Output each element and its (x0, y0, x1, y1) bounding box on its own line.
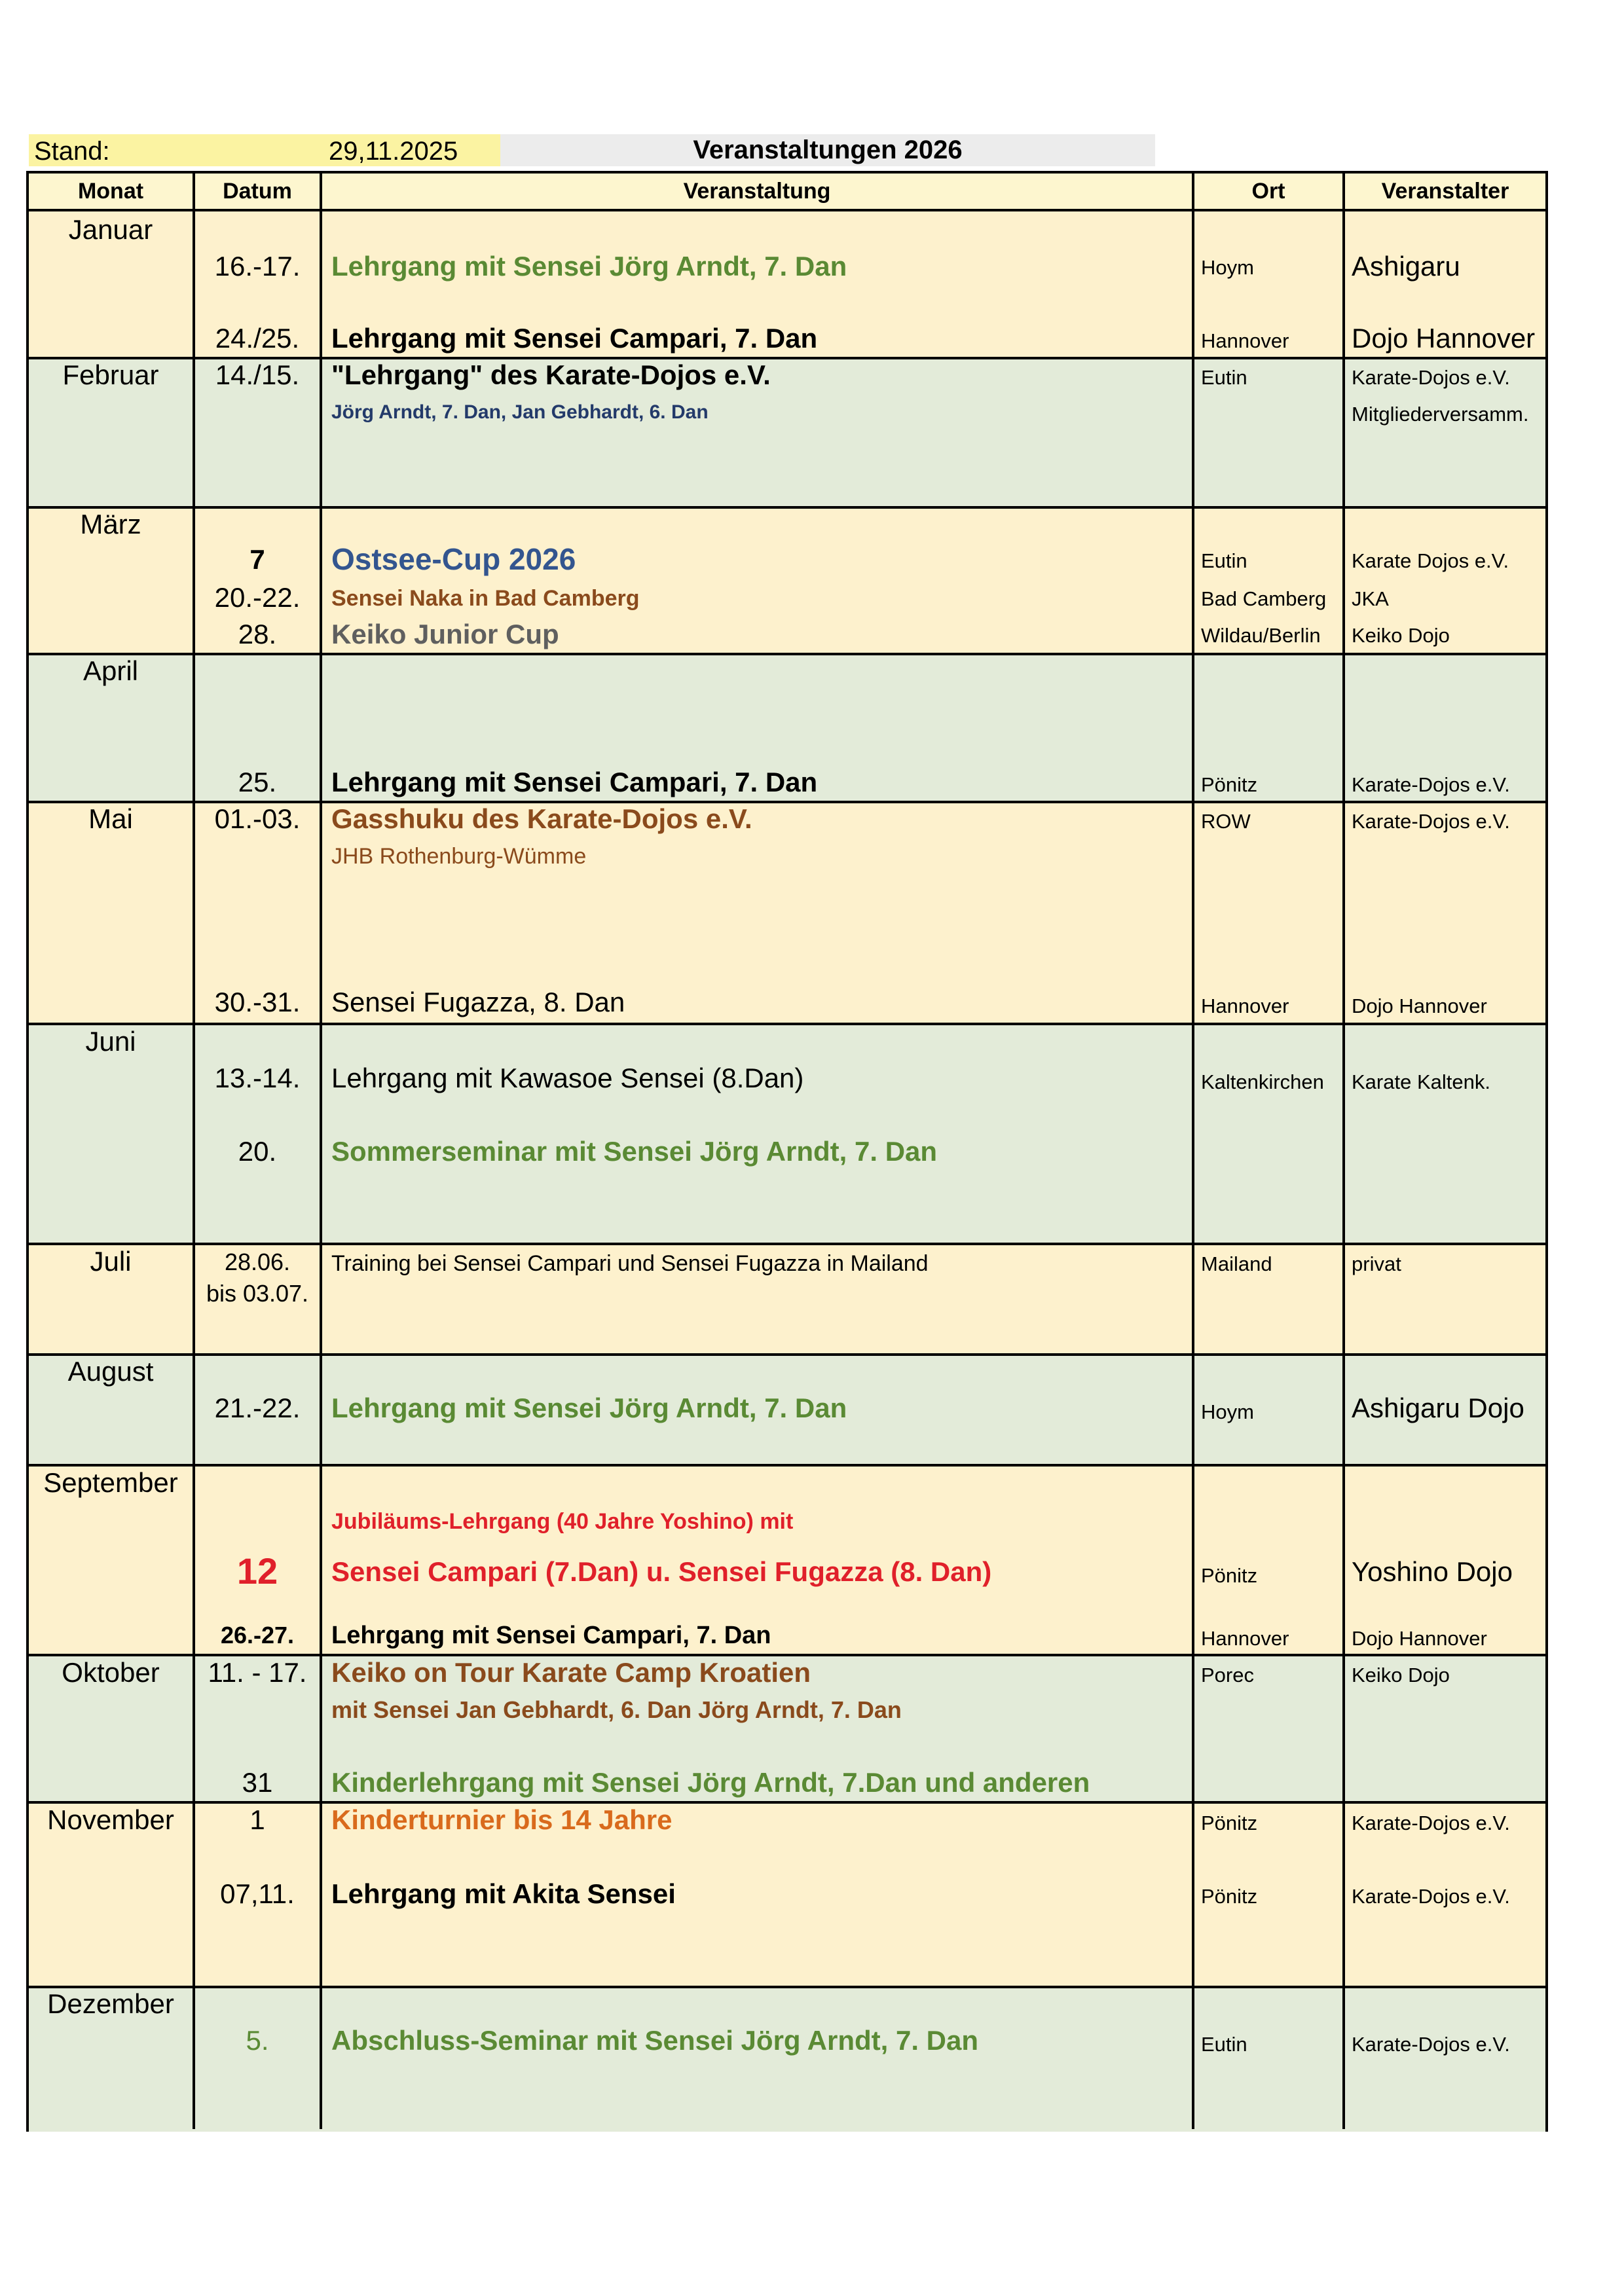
event-organizer: Dojo Hannover (1352, 994, 1487, 1017)
event-organizer: Dojo Hannover (1352, 323, 1536, 354)
event-date: 13.-14. (214, 1063, 301, 1093)
event-organizer: privat (1352, 1252, 1401, 1275)
divider (29, 209, 1545, 211)
event-date: 5. (246, 2025, 269, 2056)
event-location: Eutin (1201, 2033, 1247, 2056)
event-organizer: Karate-Dojos e.V. (1352, 773, 1510, 796)
event-location: ROW (1201, 810, 1251, 833)
month-label: Juni (85, 1026, 136, 1057)
stand-date: 29,11.2025 (329, 137, 458, 166)
event-title: Lehrgang mit Sensei Campari, 7. Dan (331, 767, 818, 797)
event-date: 28.06. (224, 1248, 291, 1275)
stand-box (29, 134, 500, 166)
event-title: Lehrgang mit Kawasoe Sensei (8.Dan) (331, 1063, 804, 1093)
event-organizer: Karate-Dojos e.V. (1352, 366, 1510, 389)
event-date-end: bis 03.07. (206, 1280, 309, 1307)
divider (29, 1986, 1545, 1988)
col-header-ort: Ort (1251, 179, 1285, 204)
event-location: Wildau/Berlin (1201, 624, 1321, 647)
col-header-veranstaltung: Veranstaltung (683, 179, 831, 204)
month-label: August (67, 1356, 154, 1387)
event-title: Abschluss-Seminar mit Sensei Jörg Arndt, 7. Dan (331, 2025, 979, 2056)
event-date: 31 (242, 1767, 273, 1798)
event-title: Sensei Naka in Bad Camberg (331, 586, 640, 611)
event-location: Pönitz (1201, 1885, 1258, 1908)
event-organizer: Ashigaru (1352, 251, 1460, 282)
month-label: März (80, 509, 141, 539)
event-title: Sommerseminar mit Sensei Jörg Arndt, 7. Dan (331, 1136, 938, 1167)
event-title: Kinderturnier bis 14 Jahre (331, 1804, 673, 1835)
event-organizer: Dojo Hannover (1352, 1627, 1487, 1650)
month-label: Januar (68, 214, 153, 245)
month-label: Mai (88, 803, 133, 834)
stand-label: Stand: (34, 137, 110, 166)
event-location: Hannover (1201, 1627, 1289, 1650)
events-table (26, 171, 1548, 2132)
event-subtitle: mit Sensei Jan Gebhardt, 6. Dan Jörg Arndt, 7. Dan (331, 1696, 902, 1723)
event-location: Hannover (1201, 994, 1289, 1017)
event-title: Ostsee-Cup 2026 (331, 542, 576, 576)
event-title: Gasshuku des Karate-Dojos e.V. (331, 803, 752, 834)
event-organizer: Keiko Dojo (1352, 1664, 1450, 1686)
col-header-datum: Datum (223, 179, 292, 204)
page-title: Veranstaltungen 2026 (500, 134, 1155, 166)
event-date: 20. (238, 1136, 277, 1167)
month-label: November (47, 1804, 174, 1835)
col-header-veranstalter: Veranstalter (1381, 179, 1509, 204)
col-header-monat: Monat (77, 179, 144, 204)
row-dezember (29, 1988, 1545, 2132)
event-subtitle: JHB Rothenburg-Wümme (331, 844, 587, 869)
event-date: 12 (236, 1550, 278, 1592)
event-location: Porec (1201, 1664, 1254, 1686)
event-date: 1 (249, 1804, 265, 1835)
event-organizer: Karate-Dojos e.V. (1352, 810, 1510, 833)
event-date: 01.-03. (214, 803, 301, 834)
event-title: Sensei Campari (7.Dan) u. Sensei Fugazza (8. Dan) (331, 1556, 992, 1587)
divider (29, 1243, 1545, 1245)
column-divider (320, 173, 322, 2129)
event-organizer: JKA (1352, 587, 1389, 610)
event-organizer-note: Mitgliederversamm. (1352, 403, 1529, 426)
event-title: "Lehrgang" des Karate-Dojos e.V. (331, 359, 771, 390)
event-date: 7 (249, 544, 265, 575)
event-organizer: Karate-Dojos e.V. (1352, 2033, 1510, 2056)
event-location: Hoym (1201, 256, 1254, 279)
event-subtitle: Jörg Arndt, 7. Dan, Jan Gebhardt, 6. Dan (331, 401, 709, 423)
column-divider (1342, 173, 1345, 2129)
event-title: Keiko on Tour Karate Camp Kroatien (331, 1657, 811, 1688)
event-date: 28. (238, 619, 277, 649)
event-date: 07,11. (220, 1878, 295, 1909)
event-pretitle: Jubiläums-Lehrgang (40 Jahre Yoshino) mit (331, 1509, 794, 1534)
divider (29, 506, 1545, 509)
column-divider (1192, 173, 1194, 2129)
event-title: Lehrgang mit Sensei Jörg Arndt, 7. Dan (331, 1393, 847, 1423)
event-organizer: Karate Kaltenk. (1352, 1070, 1490, 1093)
divider (29, 653, 1545, 655)
event-title: Keiko Junior Cup (331, 619, 559, 649)
event-date: 21.-22. (214, 1393, 301, 1423)
event-location: Bad Camberg (1201, 587, 1327, 610)
event-title: Lehrgang mit Sensei Jörg Arndt, 7. Dan (331, 251, 847, 282)
divider (29, 1654, 1545, 1656)
month-label: Februar (62, 359, 159, 390)
event-location: Pönitz (1201, 1564, 1258, 1587)
event-location: Pönitz (1201, 1812, 1258, 1834)
event-title: Lehrgang mit Sensei Campari, 7. Dan (331, 1622, 771, 1649)
event-title: Kinderlehrgang mit Sensei Jörg Arndt, 7.Dan und anderen (331, 1767, 1090, 1798)
event-date: 26.-27. (220, 1622, 295, 1649)
month-label: April (83, 655, 139, 686)
event-organizer: Karate-Dojos e.V. (1352, 1885, 1510, 1908)
event-location: Hannover (1201, 329, 1289, 352)
event-organizer: Ashigaru Dojo (1352, 1393, 1524, 1423)
month-label: Juli (90, 1246, 132, 1277)
event-location: Mailand (1201, 1252, 1272, 1275)
event-location: Hoym (1201, 1400, 1254, 1423)
month-label: Dezember (47, 1988, 174, 2019)
event-title: Lehrgang mit Sensei Campari, 7. Dan (331, 323, 818, 354)
event-date: 25. (238, 767, 277, 797)
event-date: 16.-17. (214, 251, 301, 282)
month-label: Oktober (62, 1657, 160, 1688)
event-title: Lehrgang mit Akita Sensei (331, 1878, 676, 1909)
divider (29, 1464, 1545, 1467)
event-location: Kaltenkirchen (1201, 1070, 1324, 1093)
event-title: Training bei Sensei Campari und Sensei Fugazza in Mailand (331, 1251, 929, 1276)
event-organizer: Karate-Dojos e.V. (1352, 1812, 1510, 1834)
event-date: 11. - 17. (208, 1657, 307, 1688)
event-organizer: Yoshino Dojo (1352, 1556, 1513, 1587)
event-date: 14./15. (215, 359, 300, 390)
event-date: 30.-31. (214, 987, 301, 1017)
event-location: Eutin (1201, 366, 1247, 389)
event-organizer: Keiko Dojo (1352, 624, 1450, 647)
event-organizer: Karate Dojos e.V. (1352, 549, 1509, 572)
divider (29, 1801, 1545, 1804)
event-title: Sensei Fugazza, 8. Dan (331, 987, 625, 1017)
event-date: 24./25. (215, 323, 300, 354)
month-label: September (43, 1467, 178, 1498)
event-location: Eutin (1201, 549, 1247, 572)
row-juni (29, 1025, 1545, 1243)
divider (29, 1023, 1545, 1025)
event-location: Pönitz (1201, 773, 1258, 796)
event-date: 20.-22. (214, 582, 301, 613)
divider (29, 1353, 1545, 1356)
